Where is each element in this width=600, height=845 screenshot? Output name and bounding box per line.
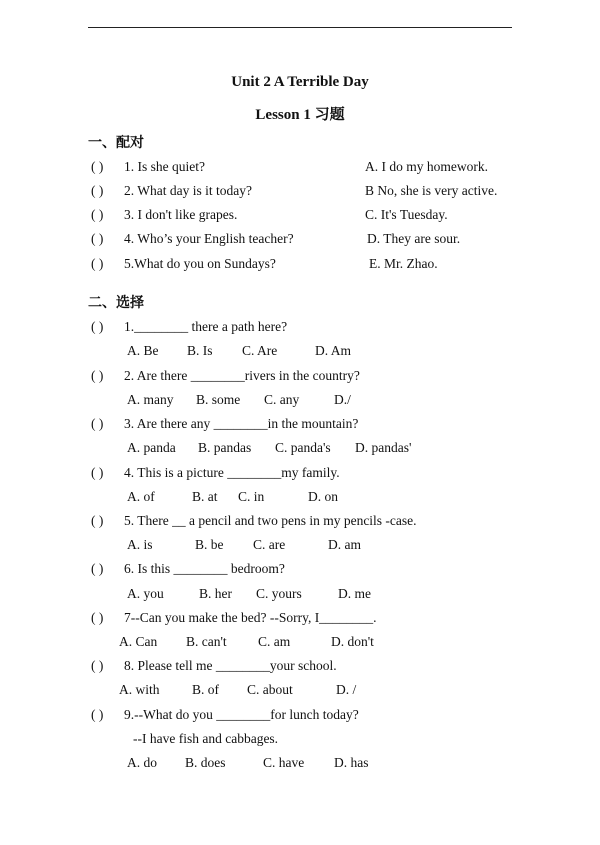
answer-blank[interactable]: ( ) <box>91 416 104 431</box>
choice-option[interactable]: C. am <box>258 634 291 649</box>
choice-option[interactable]: A. is <box>127 537 153 552</box>
choice-option[interactable]: A. do <box>127 755 157 770</box>
choice-option[interactable]: D./ <box>334 392 351 407</box>
choice-option[interactable]: C. Are <box>242 343 278 358</box>
choice-option[interactable]: C. about <box>247 682 293 697</box>
choice-option[interactable]: C. yours <box>256 586 302 601</box>
top-rule <box>88 27 512 28</box>
match-question: 1. Is she quiet? <box>124 159 205 174</box>
answer-blank[interactable]: ( ) <box>91 368 104 383</box>
choice-question: 5. There __ a pencil and two pens in my pencils -case. <box>124 513 417 528</box>
answer-blank[interactable]: ( ) <box>91 707 104 722</box>
choice-option[interactable]: B. be <box>195 537 224 552</box>
answer-blank[interactable]: ( ) <box>91 207 104 222</box>
answer-blank[interactable]: ( ) <box>91 319 104 334</box>
choice-option[interactable]: D. am <box>328 537 361 552</box>
choice-option[interactable]: A. panda <box>127 440 176 455</box>
answer-blank[interactable]: ( ) <box>91 183 104 198</box>
choice-option[interactable]: A. of <box>127 489 155 504</box>
page-title: Unit 2 A Terrible Day <box>231 74 369 90</box>
choice-question: 9.--What do you ________for lunch today? <box>124 707 359 722</box>
match-answer: A. I do my homework. <box>365 159 488 174</box>
section1-heading: 一、配对 <box>88 135 144 151</box>
choice-option[interactable]: B. at <box>192 489 218 504</box>
choice-question: 2. Are there ________rivers in the country? <box>124 368 360 383</box>
answer-blank[interactable]: ( ) <box>91 256 104 271</box>
match-answer: C. It's Tuesday. <box>365 207 448 222</box>
choice-question: 7--Can you make the bed? --Sorry, I________. <box>124 610 377 625</box>
choice-option[interactable]: D. Am <box>315 343 352 358</box>
answer-blank[interactable]: ( ) <box>91 561 104 576</box>
match-question: 5.What do you on Sundays? <box>124 256 276 271</box>
match-question: 4. Who’s your English teacher? <box>124 231 294 246</box>
answer-blank[interactable]: ( ) <box>91 610 104 625</box>
choice-option[interactable]: B. can't <box>186 634 227 649</box>
match-answer: B No, she is very active. <box>365 183 498 198</box>
section2-heading: 二、选择 <box>88 295 144 311</box>
choice-option[interactable]: D. me <box>338 586 371 601</box>
choice-question: 3. Are there any ________in the mountain? <box>124 416 359 431</box>
answer-blank[interactable]: ( ) <box>91 465 104 480</box>
choice-option[interactable]: B. does <box>185 755 226 770</box>
page-subtitle: Lesson 1 习题 <box>255 107 345 123</box>
match-question: 3. I don't like grapes. <box>124 207 238 222</box>
match-answer: E. Mr. Zhao. <box>369 256 438 271</box>
choice-option[interactable]: D. / <box>336 682 357 697</box>
choice-question: 4. This is a picture ________my family. <box>124 465 340 480</box>
choice-option[interactable]: A. Can <box>119 634 158 649</box>
choice-question-reply: --I have fish and cabbages. <box>133 731 279 746</box>
choice-option[interactable]: D. on <box>308 489 338 504</box>
answer-blank[interactable]: ( ) <box>91 513 104 528</box>
answer-blank[interactable]: ( ) <box>91 658 104 673</box>
choice-option[interactable]: C. have <box>263 755 305 770</box>
choice-option[interactable]: C. any <box>264 392 300 407</box>
choice-option[interactable]: C. in <box>238 489 265 504</box>
choice-option[interactable]: B. pandas <box>198 440 252 455</box>
choice-option[interactable]: C. panda's <box>275 440 331 455</box>
choice-option[interactable]: D. pandas' <box>355 440 412 455</box>
choice-option[interactable]: A. Be <box>127 343 159 358</box>
choice-option[interactable]: C. are <box>253 537 286 552</box>
choice-option[interactable]: B. Is <box>187 343 213 358</box>
answer-blank[interactable]: ( ) <box>91 159 104 174</box>
choice-question: 6. Is this ________ bedroom? <box>124 561 285 576</box>
choice-option[interactable]: A. you <box>127 586 164 601</box>
choice-question: 8. Please tell me ________your school. <box>124 658 337 673</box>
choice-option[interactable]: B. her <box>199 586 232 601</box>
choice-option[interactable]: D. don't <box>331 634 374 649</box>
match-answer: D. They are sour. <box>367 231 461 246</box>
match-question: 2. What day is it today? <box>124 183 252 198</box>
choice-option[interactable]: D. has <box>334 755 369 770</box>
choice-option[interactable]: B. some <box>196 392 241 407</box>
answer-blank[interactable]: ( ) <box>91 231 104 246</box>
choice-option[interactable]: A. many <box>127 392 174 407</box>
choice-question: 1.________ there a path here? <box>124 319 288 334</box>
choice-option[interactable]: B. of <box>192 682 219 697</box>
choice-option[interactable]: A. with <box>119 682 160 697</box>
